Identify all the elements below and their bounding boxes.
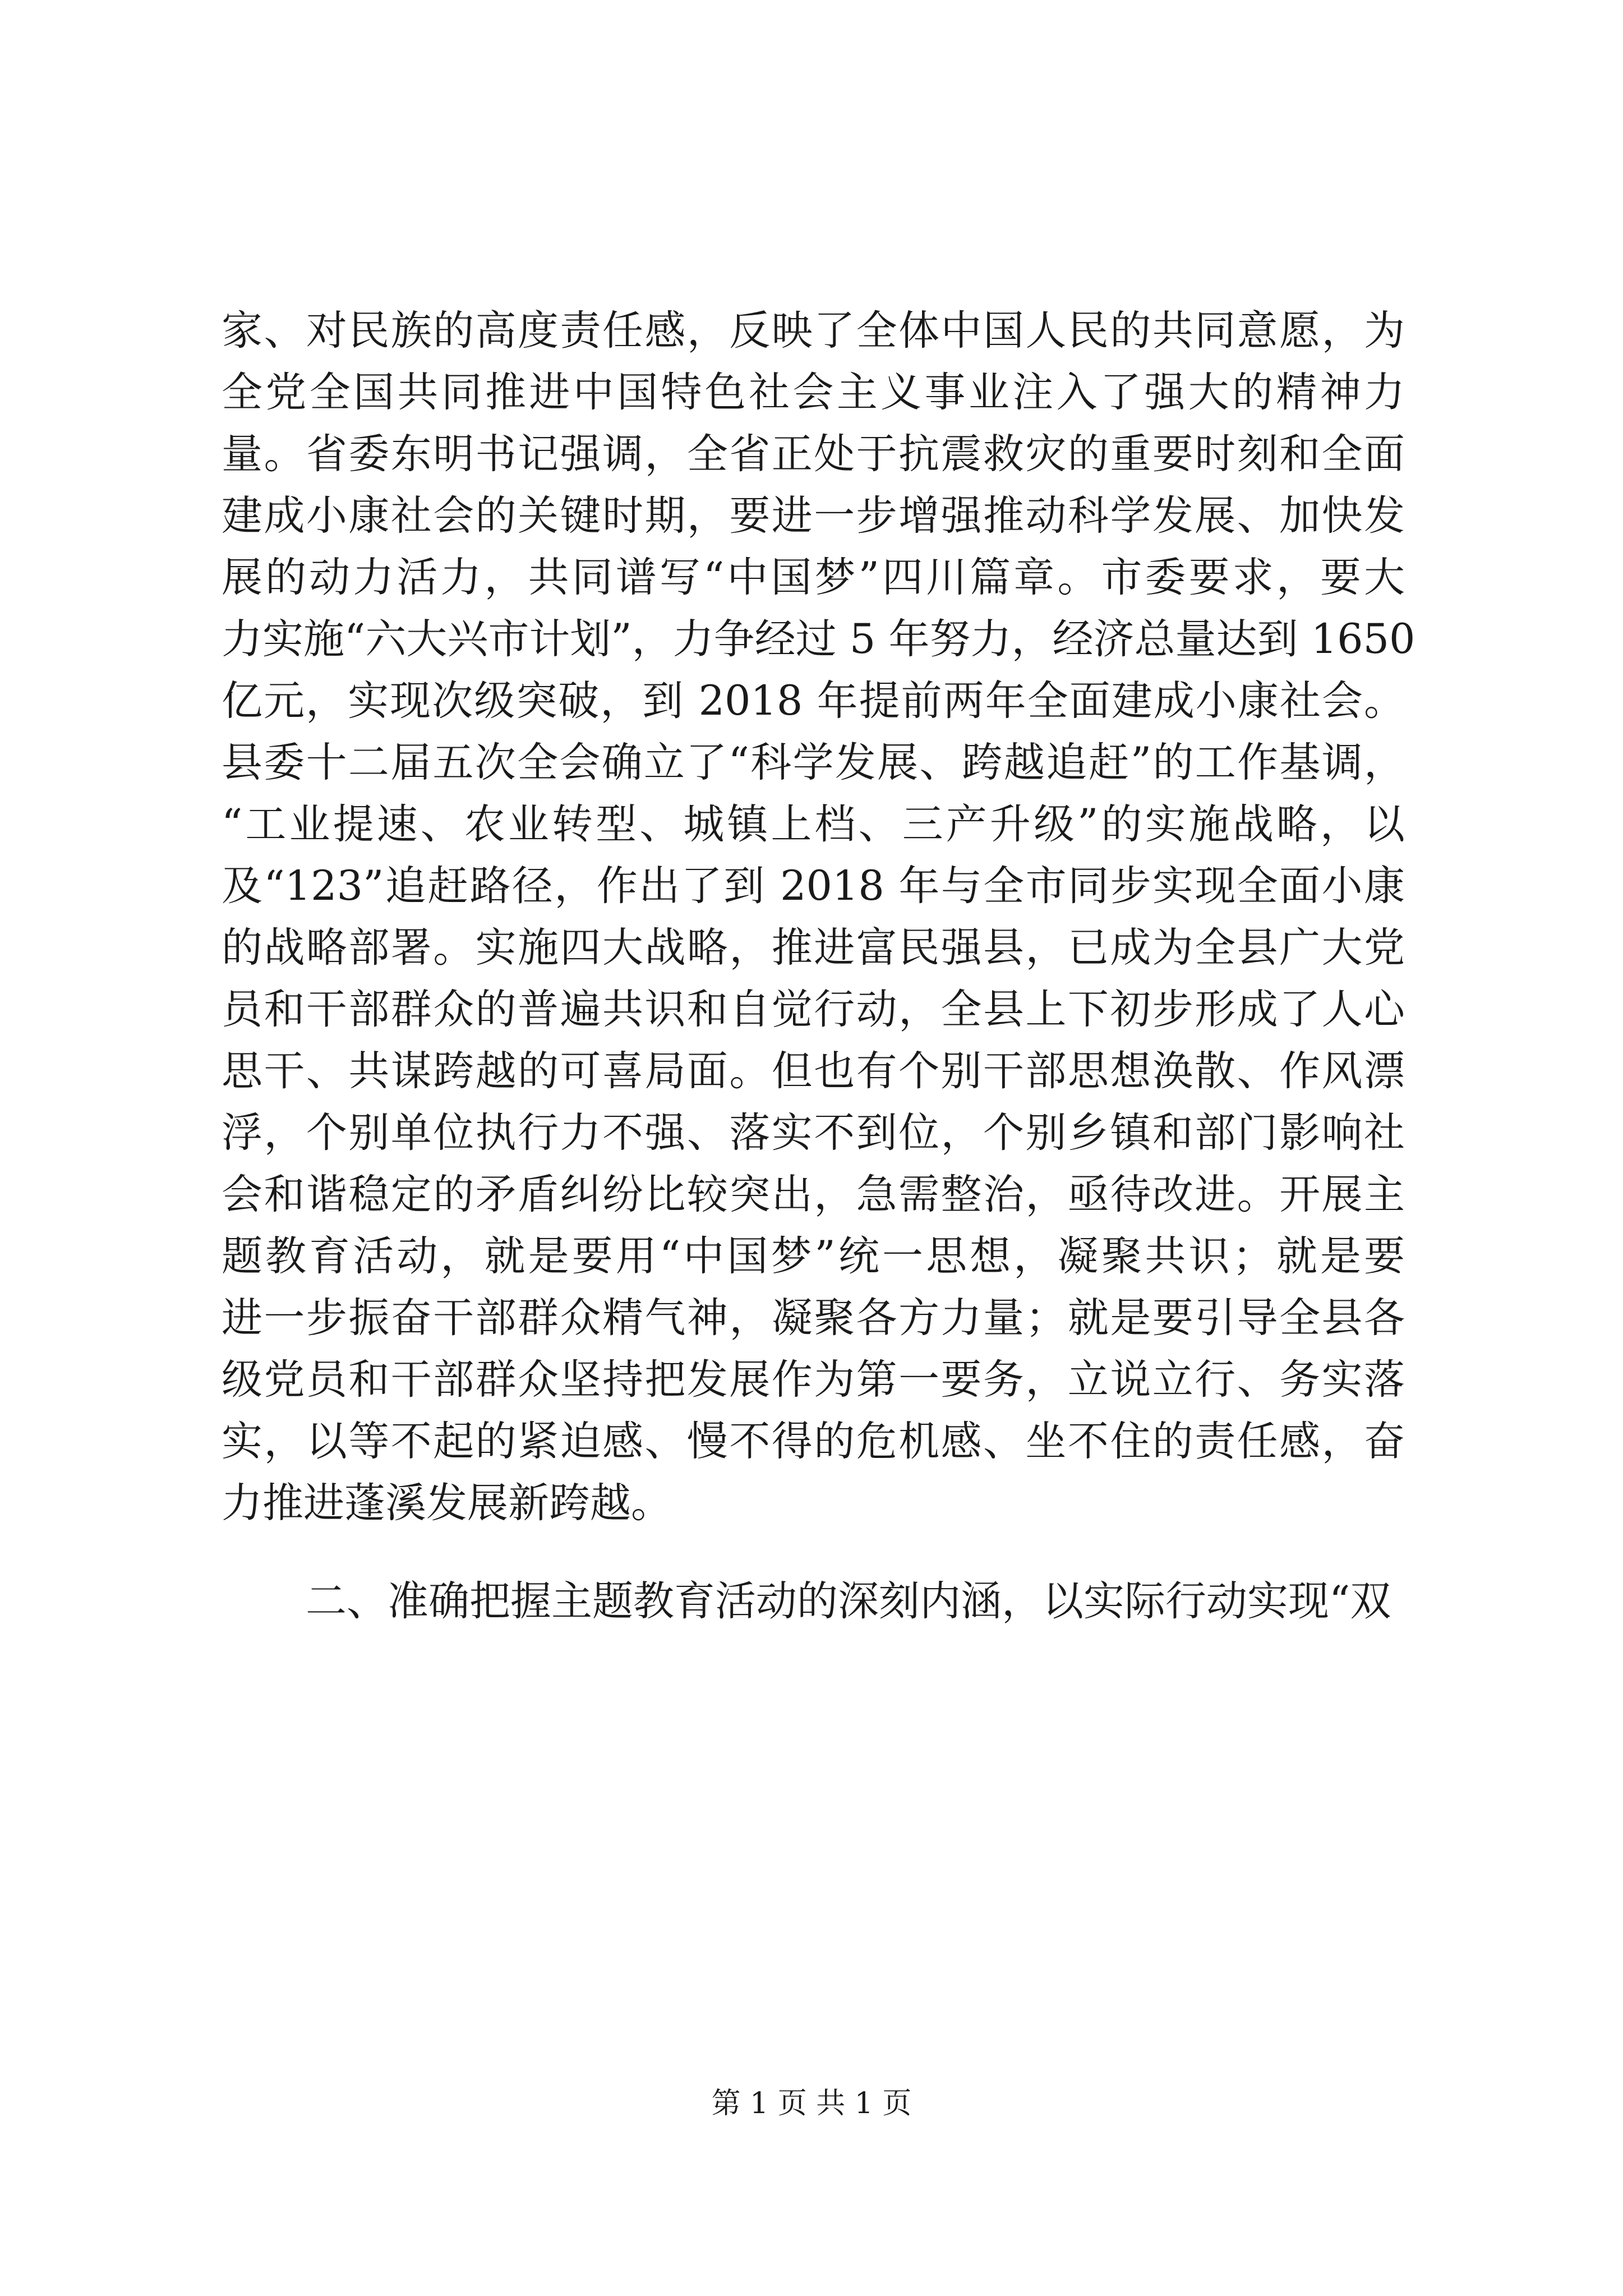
text-line: 县委十二届五次全会确立了“科学发展、跨越追赶”的工作基调， (222, 739, 1405, 786)
text-line: 的战略部署。实施四大战略，推进富民强县，已成为全县广大党 (222, 924, 1405, 972)
text-line: 员和干部群众的普遍共识和自觉行动，全县上下初步形成了人心 (222, 986, 1405, 1033)
text-line: 进一步振奋干部群众精气神，凝聚各方力量；就是要引导全县各 (222, 1294, 1405, 1342)
text-line: 建成小康社会的关键时期，要进一步增强推动科学发展、加快发 (222, 492, 1405, 540)
text-line: 力实施“六大兴市计划”，力争经过 5 年努力，经济总量达到 1650 (222, 615, 1415, 663)
text-line: 量。省委东明书记强调，全省正处于抗震救灾的重要时刻和全面 (222, 430, 1405, 478)
text-line: 二、准确把握主题教育活动的深刻内涵，以实际行动实现“双 (306, 1577, 1391, 1625)
text-line: 思干、共谋跨越的可喜局面。但也有个别干部思想涣散、作风漂 (222, 1047, 1405, 1095)
text-line: 会和谐稳定的矛盾纠纷比较突出，急需整治，亟待改进。开展主 (222, 1171, 1405, 1218)
text-line: 及“123”追赶路径，作出了到 2018 年与全市同步实现全面小康 (222, 862, 1405, 910)
page-footer: 第 1 页 共 1 页 (711, 2087, 912, 2120)
text-line: “工业提速、农业转型、城镇上档、三产升级”的实施战略，以 (222, 800, 1405, 848)
text-line: 力推进蓬溪发展新跨越。 (222, 1479, 672, 1527)
text-line: 级党员和干部群众坚持把发展作为第一要务，立说立行、务实落 (222, 1356, 1405, 1404)
text-line: 实，以等不起的紧迫感、慢不得的危机感、坐不住的责任感，奋 (222, 1418, 1405, 1465)
text-line: 题教育活动，就是要用“中国梦”统一思想，凝聚共识；就是要 (222, 1232, 1405, 1280)
text-line: 全党全国共同推进中国特色社会主义事业注入了强大的精神力 (222, 369, 1405, 416)
text-line: 家、对民族的高度责任感，反映了全体中国人民的共同意愿，为 (222, 307, 1405, 355)
text-line: 展的动力活力，共同谱写“中国梦”四川篇章。市委要求，要大 (222, 554, 1405, 601)
text-line: 浮，个别单位执行力不强、落实不到位，个别乡镇和部门影响社 (222, 1109, 1405, 1157)
text-line: 亿元，实现次级突破，到 2018 年提前两年全面建成小康社会。 (222, 677, 1405, 725)
